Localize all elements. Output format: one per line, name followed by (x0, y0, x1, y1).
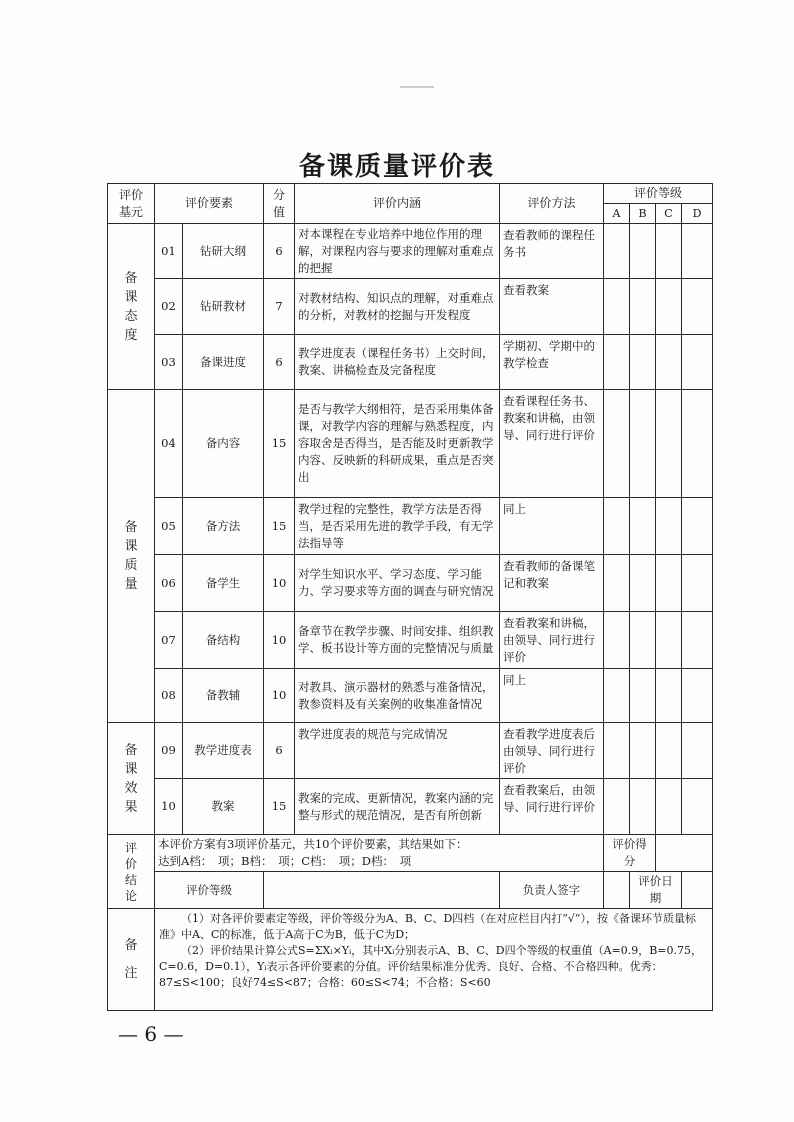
element-score: 15 (264, 779, 295, 835)
grade-a-cell[interactable] (604, 279, 630, 335)
grade-a-cell[interactable] (604, 612, 630, 669)
grade-b-cell[interactable] (630, 555, 656, 612)
notes-text (155, 909, 713, 1011)
header-element: 评价要素 (155, 184, 264, 224)
grade-b-cell[interactable] (630, 335, 656, 390)
element-method: 学期初、学期中的教学检查 (500, 335, 604, 390)
table-row (108, 390, 713, 498)
grade-b-cell[interactable] (630, 612, 656, 669)
element-name: 备结构 (183, 612, 264, 669)
conclusion-row (108, 835, 713, 872)
grade-a-cell[interactable] (604, 723, 630, 779)
element-score: 10 (264, 612, 295, 669)
grade-value-cell[interactable] (264, 872, 500, 909)
grade-b-cell[interactable] (630, 390, 656, 498)
element-content: 教学进度表（课程任务书）上交时间，教案、讲稿检查及完备程度 (295, 335, 500, 390)
grade-c-cell[interactable] (656, 779, 682, 835)
element-content: 教案的完成、更新情况，教案内涵的完整与形式的规范情况，是否有所创新 (295, 779, 500, 835)
element-score: 10 (264, 669, 295, 723)
signer-label: 负责人签字 (500, 872, 604, 909)
grade-d-cell[interactable] (682, 335, 713, 390)
grade-c-cell[interactable] (656, 612, 682, 669)
grade-b-cell[interactable] (630, 498, 656, 555)
date-value-cell[interactable] (682, 872, 713, 909)
element-score: 6 (264, 224, 295, 279)
grade-d-header: D (682, 204, 713, 224)
element-method: 查看教学进度表后由领导、同行进行评价 (500, 723, 604, 779)
grade-b-header: B (630, 204, 656, 224)
header-grade: 评价等级 (604, 184, 713, 204)
grade-c-cell[interactable] (656, 224, 682, 279)
notes-label: 备 注 (108, 909, 155, 1011)
conclusion-row-2 (108, 872, 713, 909)
element-method: 查看教师的备课笔记和教案 (500, 555, 604, 612)
element-score: 15 (264, 390, 295, 498)
grade-d-cell[interactable] (682, 498, 713, 555)
table-row (108, 779, 713, 835)
score-label: 评价得分 (604, 835, 656, 872)
grade-c-cell[interactable] (656, 669, 682, 723)
row-number: 07 (155, 612, 183, 669)
element-method: 查看教师的课程任务书 (500, 224, 604, 279)
grade-d-cell[interactable] (682, 555, 713, 612)
grade-c-cell[interactable] (656, 498, 682, 555)
element-method: 查看教案后，由领导、同行进行评价 (500, 779, 604, 835)
element-method: 查看教案和讲稿，由领导、同行进行评价 (500, 612, 604, 669)
grade-d-cell[interactable] (682, 224, 713, 279)
element-content: 对学生知识水平、学习态度、学习能力、学习要求等方面的调查与研究情况 (295, 555, 500, 612)
page-number: — 6 — (118, 1022, 184, 1046)
conclusion-label: 评 价 结 论 (108, 835, 155, 909)
element-name: 备学生 (183, 555, 264, 612)
element-score: 6 (264, 335, 295, 390)
row-number: 01 (155, 224, 183, 279)
notes-row (108, 909, 713, 1011)
element-content: 对本课程在专业培养中地位作用的理解，对课程内容与要求的理解对重难点的把握 (295, 224, 500, 279)
element-name: 备教辅 (183, 669, 264, 723)
grade-c-cell[interactable] (656, 279, 682, 335)
grade-a-cell[interactable] (604, 224, 630, 279)
element-name: 备方法 (183, 498, 264, 555)
grade-d-cell[interactable] (682, 612, 713, 669)
grade-a-cell[interactable] (604, 779, 630, 835)
conclusion-counts: 达到A档： 项；B档： 项；C档： 项；D档： 项 (158, 854, 412, 868)
table-row (108, 498, 713, 555)
element-content: 是否与教学大纲相符，是否采用集体备课，对教学内容的理解与熟悉程度，内容取舍是否得当，是否能及时更新教学内容、反映新的科研成果，重点是否突出 (295, 390, 500, 498)
group-effect: 备 课 效 果 (108, 723, 155, 835)
element-name: 教案 (183, 779, 264, 835)
header-basic-unit: 评价 基元 (108, 184, 155, 224)
grade-c-header: C (656, 204, 682, 224)
grade-b-cell[interactable] (630, 224, 656, 279)
grade-a-cell[interactable] (604, 335, 630, 390)
group-attitude: 备 课 态 度 (108, 224, 155, 390)
grade-a-cell[interactable] (604, 669, 630, 723)
element-content: 对教具、演示器材的熟悉与准备情况，教参资料及有关案例的收集准备情况 (295, 669, 500, 723)
row-number: 09 (155, 723, 183, 779)
date-label: 评价日期 (630, 872, 682, 909)
grade-a-cell[interactable] (604, 498, 630, 555)
element-content: 教学进度表的规范与完成情况 (295, 723, 500, 779)
grade-c-cell[interactable] (656, 555, 682, 612)
element-method: 查看教案 (500, 279, 604, 335)
grade-b-cell[interactable] (630, 279, 656, 335)
element-content: 备章节在教学步骤、时间安排、组织教学、板书设计等方面的完整情况与质量 (295, 612, 500, 669)
scan-mark (400, 86, 434, 88)
note-2: （2）评价结果计算公式S=ΣXᵢ×Yᵢ，其中Xᵢ分别表示A、B、C、D四个等级的权重值（A=0.9，B=0.75，C=0.6，D=0.1），Yᵢ表示各评价要素的分值。评价结果标准分优秀、良好、合格、不合格四种。优秀：87≤S<100；良好74≤S<87；合格：60≤S<74；不合格：S<60 (159, 944, 703, 989)
header-score: 分 值 (264, 184, 295, 224)
element-score: 7 (264, 279, 295, 335)
table-row (108, 555, 713, 612)
element-content: 教学过程的完整性，教学方法是否得当，是否采用先进的教学手段，有无学法指导等 (295, 498, 500, 555)
grade-d-cell[interactable] (682, 669, 713, 723)
element-content: 对教材结构、知识点的理解，对重难点的分析，对教材的挖掘与开发程度 (295, 279, 500, 335)
conclusion-summary: 本评价方案有3项评价基元，共10个评价要素，其结果如下： (158, 837, 468, 851)
header-method: 评价方法 (500, 184, 604, 224)
grade-label: 评价等级 (155, 872, 264, 909)
row-number: 04 (155, 390, 183, 498)
header-content: 评价内涵 (295, 184, 500, 224)
grade-a-cell[interactable] (604, 390, 630, 498)
grade-b-cell[interactable] (630, 669, 656, 723)
grade-c-cell[interactable] (656, 335, 682, 390)
element-score: 10 (264, 555, 295, 612)
evaluation-table (107, 183, 713, 1011)
element-method: 查看课程任务书、教案和讲稿，由领导、同行进行评价 (500, 390, 604, 498)
grade-b-cell[interactable] (630, 779, 656, 835)
conclusion-text (155, 835, 604, 872)
table-row (108, 669, 713, 723)
grade-d-cell[interactable] (682, 390, 713, 498)
signer-value-cell[interactable] (604, 872, 630, 909)
row-number: 03 (155, 335, 183, 390)
grade-c-cell[interactable] (656, 390, 682, 498)
note-1: （1）对各评价要素定等级，评价等级分为A、B、C、D四档（在对应栏目内打“√”），按《备课环节质量标准》中A、C的标准，低于A高于C为B，低于C为D； (159, 912, 697, 941)
grade-a-cell[interactable] (604, 555, 630, 612)
element-method: 同上 (500, 669, 604, 723)
element-score: 15 (264, 498, 295, 555)
table-row (108, 335, 713, 390)
grade-c-cell[interactable] (656, 723, 682, 779)
grade-d-cell[interactable] (682, 279, 713, 335)
element-name: 钻研大纲 (183, 224, 264, 279)
grade-a-header: A (604, 204, 630, 224)
table-row (108, 612, 713, 669)
row-number: 06 (155, 555, 183, 612)
element-name: 钻研教材 (183, 279, 264, 335)
grade-d-cell[interactable] (682, 723, 713, 779)
element-name: 教学进度表 (183, 723, 264, 779)
grade-b-cell[interactable] (630, 723, 656, 779)
row-number: 02 (155, 279, 183, 335)
header-row (108, 184, 713, 204)
element-name: 备内容 (183, 390, 264, 498)
row-number: 10 (155, 779, 183, 835)
table-row (108, 224, 713, 279)
element-method: 同上 (500, 498, 604, 555)
page-title: 备课质量评价表 (298, 152, 495, 182)
row-number: 05 (155, 498, 183, 555)
row-number: 08 (155, 669, 183, 723)
grade-d-cell[interactable] (682, 779, 713, 835)
table-row (108, 279, 713, 335)
element-score: 6 (264, 723, 295, 779)
score-value-cell[interactable] (656, 835, 713, 872)
group-quality: 备 课 质 量 (108, 390, 155, 723)
table-row (108, 723, 713, 779)
element-name: 备课进度 (183, 335, 264, 390)
